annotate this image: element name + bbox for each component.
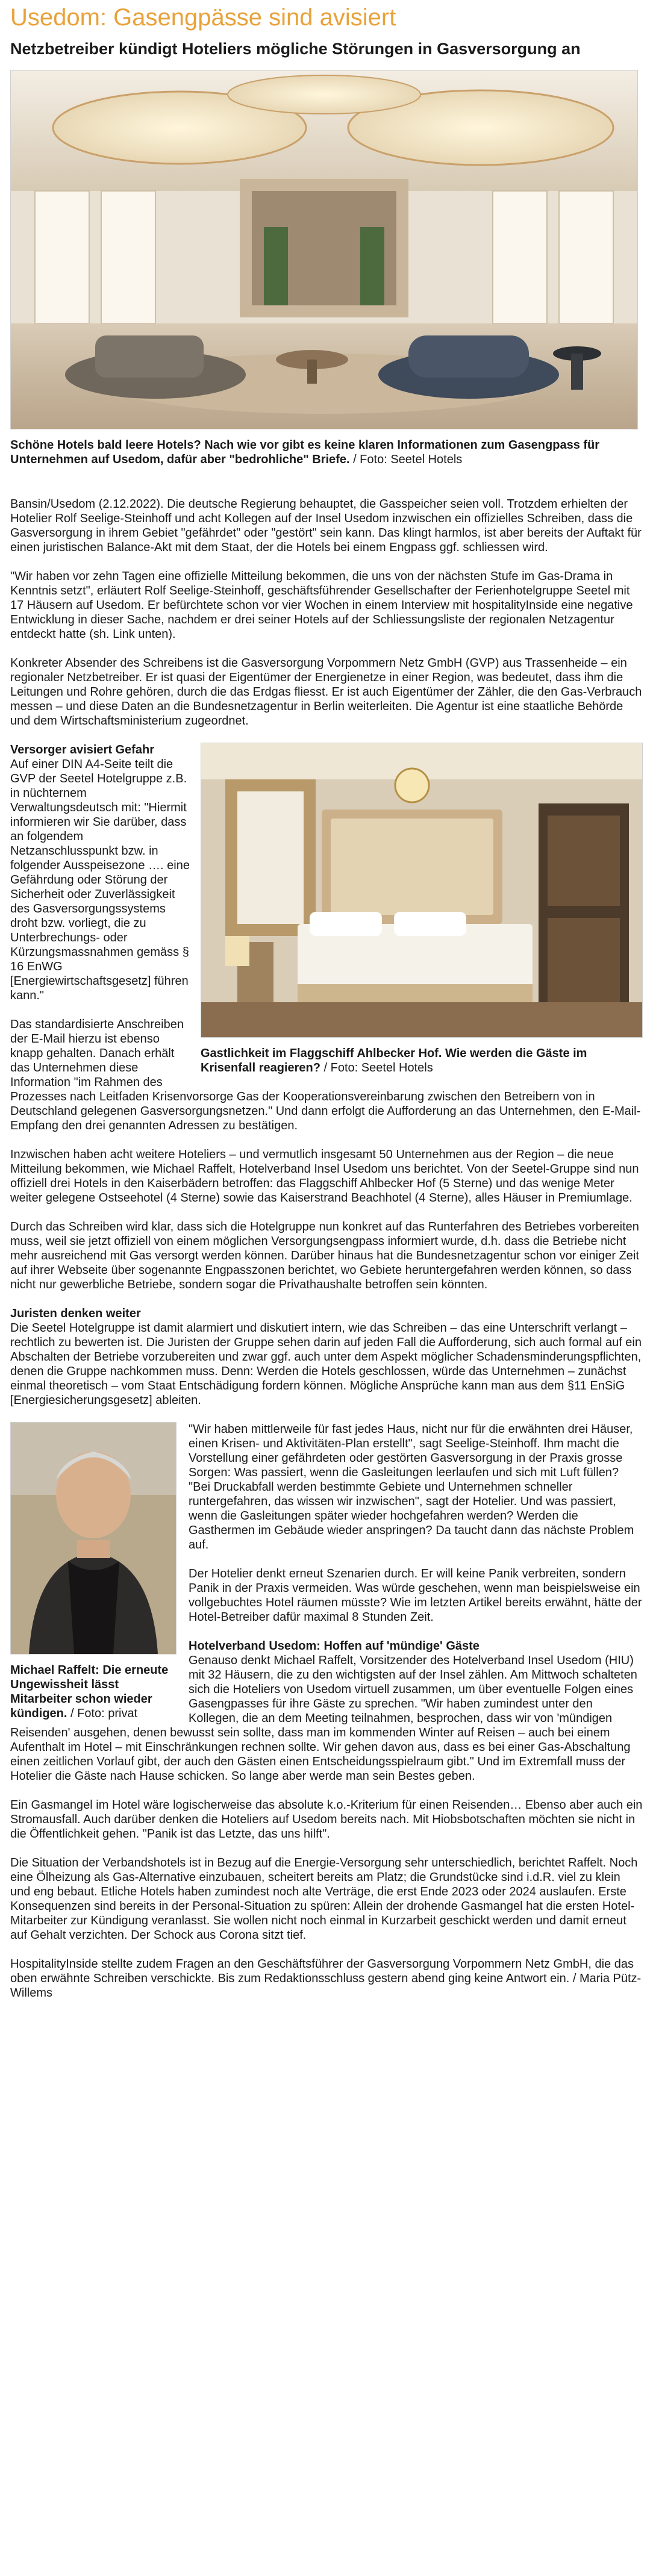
- paragraph-6: Durch das Schreiben wird klar, dass sich die Hotelgruppe nun konkret auf das Runterfahren des Betriebes vorbereiten muss, weil sie jetzt offiziell von einem möglichen Versorgungsengpass informiert wurde, d.h. dass die Betriebe nicht mehr ausreichend mit Gas versorgt werden können. Darüber hinaus hat die Bundesnetzagentur schon vor einiger Zeit auf ihrer Webseite über sogenannte Engpasszonen berichtet, wo Gebiete heruntergefahren werden können, so dass nicht nur gewerbliche Betriebe, sondern sogar die Privathaushalte betroffen sein könnten.: [10, 1220, 639, 1291]
- paragraph-5: Inzwischen haben acht weitere Hoteliers – und vermutlich insgesamt 50 Unternehmen aus der Region – die neue Mitteilung bekommen, wie Michael Raffelt, Hotelverband Insel Usedom uns berichtet. Von der Seetel-Gruppe sind nun offiziell drei Hotels in den Kaiserbädern betroffen: das Flaggschiff Ahlbecker Hof (5 Sterne) und das wenige Meter weiter gelegene Ostseehotel (4 Sterne) sowie das Kaiserstrand Beachhotel (4 Sterne), alles Häuser in Premiumlage.: [10, 1148, 639, 1205]
- image-portrait-raffelt: [10, 1422, 177, 1654]
- paragraph-situation: Die Situation der Verbandshotels ist in Bezug auf die Energie-Versorgung sehr unterschiedlich, berichtet Raffelt. Noch eine Ölheizung als Gas-Alternative einzubauen, scheitert bereits am Platz; die Grundstücke sind i.d.R. viel zu klein und eng bebaut. Etliche Hotels haben zumindest noch alte Verträge, die erst Ende 2023 oder 2024 auslaufen. Erste Konsequenzen sind bereits in der Personal-Situation zu spüren: Allein der drohende Gasmangel hat die ersten Hotel-Mitarbeiter zur Kündigung veranlasst. Sie wollen nicht noch einmal in Kurzarbeit geschickt werden und damit erneut auf Gehalt verzichten. Der Schock aus Corona sitzt tief.: [10, 1856, 638, 1942]
- paragraph-szenarien: Der Hotelier denkt erneut Szenarien durch. Er will keine Panik verbreiten, sondern Panik in der Praxis vermeiden. Was würde geschehen, wenn man beispielsweise ein vollgebuchtes Hotel räumen müsste? Wie im letzten Artikel bereits erwähnt, hätte der Hotel-Betreiber dafür maximal 8 Stunden Zeit.: [189, 1567, 642, 1624]
- paragraph-1: Bansin/Usedom (2.12.2022). Die deutsche Regierung behauptet, die Gasspeicher seien voll. Trotzdem erhielten der Hotelier Rolf Seelige-Steinhoff und acht Kollegen auf der Insel Usedom inzwischen ein offizielles Schreiben, dass die Gasversorgung in ihrem Gebiet "gefährdet" oder "gestört" sein kann. Das klingt harmlos, ist aber bereits der Auftakt für einen juristischen Balance-Akt mit dem Staat, der die Hotels bei einem Engpass ggf. schliessen wird.: [10, 497, 642, 554]
- section-heading-juristen: Juristen denken weiter: [10, 1307, 141, 1320]
- figure-ahlbecker-caption-credit: / Foto: Seetel Hotels: [320, 1061, 433, 1074]
- hotel-lobby-illustration: [11, 70, 637, 429]
- figure-ahlbecker-caption: [201, 1046, 643, 1075]
- hotel-room-illustration: [201, 743, 642, 1037]
- paragraph-gasmangel: Ein Gasmangel im Hotel wäre logischerweise das absolute k.o.-Kriterium für einen Reisenden… Ebenso aber auch ein Stromausfall. Auch darüber denken die Hoteliers auf Usedom bereits nach. Mit Hiobsbotschaften möchten sie nicht in die Öffentlichkeit gehen. "Panik ist das Letzte, das uns hilft".: [10, 1798, 643, 1841]
- image-hotel-room: [201, 743, 643, 1038]
- paragraph-krisenplan: "Wir haben mittlerweile für fast jedes Haus, nicht nur für die erwähnten drei Häuser, einen Krisen- und Aktivitäten-Plan erstellt", sagt Seelige-Steinhoff. Ihm macht die Vorstellung einer gefährdeten oder gestörten Gasversorgung in der Praxis grosse Sorgen: Was passiert, wenn die Gasleitungen leerlaufen und sich mit Luft füllen? "Bei Druckabfall werden bestimmte Gebiete und Unternehmen schneller runtergefahren, das wissen wir inzwischen", sagt der Hotelier. Und was passiert, wenn die Gasleitungen später wieder hochgefahren werden? Werden die Gasthermen im Gebäude wieder anspringen? Da taucht dann das nächste Problem auf.: [189, 1423, 634, 1552]
- figure-ahlbecker-caption-bold: Gastlichkeit im Flaggschiff Ahlbecker Hof. Wie werden die Gäste im Krisenfall reagieren?: [201, 1047, 587, 1074]
- hero-caption-credit: / Foto: Seetel Hotels: [349, 453, 463, 466]
- hero-image-hotel-lobby: [10, 70, 638, 429]
- paragraph-hotelverband: Genauso denkt Michael Raffelt, Vorsitzender des Hotelverband Insel Usedom (HIU) mit 32 Häusern, die zu den wichtigsten auf der Insel zählen. Am Mittwoch schalteten sich die Hoteliers von Usedom virtuell zusammen, um über eventuelle Folgen eines Gasengpasses für ihre Gäste zu sprechen. "Wir haben zumindest unter den Kollegen, die an dem Meeting teilnahmen, besprochen, dass wir von 'mündigen Reisenden' ausgehen, denen bewusst sein sollte, dass man im kommenden Winter auf Reisen – auch bei einem Aufenthalt im Hotel – mit Einschränkungen rechnen sollte. Wir gehen davon aus, dass es bei einer Gas-Abschaltung einen zeitlichen Vorlauf gibt, der auch den Gästen einen Entscheidungsspielraum gibt." Und im Extremfall muss der Hotelier die Gäste nach Hause schicken. So lange aber werde man sein Bestes geben.: [10, 1654, 637, 1783]
- figure-raffelt-caption-bold: Michael Raffelt: Die erneute Ungewissheit lässt Mitarbeiter schon wieder kündigen.: [10, 1664, 169, 1720]
- hero-caption: [10, 438, 643, 467]
- paragraph-2: "Wir haben vor zehn Tagen eine offizielle Mitteilung bekommen, die uns von der nächsten Stufe im Gas-Drama in Kenntnis setzt", erläutert Rolf Seelige-Steinhoff, geschäftsführender Gesellschafter der Ferienhotelgruppe Seetel mit 17 Häusern auf Usedom. Er befürchtete schon vor vier Wochen in einem Interview mit hospitalityInside eine negative Entwicklung in dieser Sache, nachdem er drei seiner Hotels auf der Schliessungsliste der regionalen Netzagentur entdeckt hatte (sh. Link unten).: [10, 570, 633, 641]
- article-subline: Netzbetreiber kündigt Hoteliers mögliche Störungen in Gasversorgung an: [10, 40, 581, 58]
- paragraph-juristen: Die Seetel Hotelgruppe ist damit alarmiert und diskutiert intern, wie das Schreiben – das eine Unterschrift verlangt – rechtlich zu bewerten ist. Die Juristen der Gruppe sehen darin auf jeden Fall die Aufforderung, sich auch formal auf ein Abschalten der Betriebe vorzubereiten und zwar ggf. auch unter dem Aspekt möglicher Schadensminderungspflichten, denen die Gruppe nachkommen muss. Denn: Werden die Hotels geschlossen, würde das Unternehmen – zunächst einmal theoretisch – vom Staat Entschädigung fordern können. Mögliche Ansprüche kann man aus dem §11 EnSiG [Energiesicherungsgesetz] ableiten.: [10, 1321, 642, 1407]
- hero-caption-bold: Schöne Hotels bald leere Hotels? Nach wie vor gibt es keine klaren Informationen zum Gasengpass für Unternehmen auf Usedom, dafür aber "bedrohliche" Briefe.: [10, 438, 600, 466]
- figure-raffelt-caption-credit: / Foto: privat: [67, 1707, 138, 1720]
- paragraph-3: Konkreter Absender des Schreibens ist die Gasversorgung Vorpommern Netz GmbH (GVP) aus Trassenheide – ein regionaler Netzbetreiber. Er ist quasi der Eigentümer der Energienetze in einer Region, was bedeutet, dass ihm die Leitungen und Rohre gehören, durch die das Erdgas fliesst. Er ist auch Eigentümer der Zähler, die den Gas-Verbrauch messen – und diese Daten an die Bundesnetzagentur in Berlin weiterleiten. Die Agentur ist eine staatliche Behörde und dem Wirtschaftsministerium zugeordnet.: [10, 656, 642, 728]
- paragraph-schluss: HospitalityInside stellte zudem Fragen an den Geschäftsführer der Gasversorgung Vorpommern Netz GmbH, die das oben erwähnte Schreiben verschickte. Bis zum Redaktionsschluss gestern abend ging keine Antwort ein. / Maria Pütz-Willems: [10, 1957, 642, 2000]
- paragraph-versorger-wrap: Auf einer DIN A4-Seite teilt die GVP der Seetel Hotelgruppe z.B. in nüchternem Verwaltungsdeutsch mit: "Hiermit informieren wir Sie darüber, dass an folgendem Netzanschlusspunkt bzw. in folgender Ausspeisezone …. eine Gefährdung oder Störung der Sicherheit oder Zuverlässigkeit des Gasversorgungssystems droht bzw. vorliegt, die zu Unterbrechungs- oder Kürzungsmassnahmen gemäss § 16 EnWG [Energiewirtschaftsgesetz] führen kann.": [10, 758, 190, 1002]
- paragraph-4: Das standardisierte Anschreiben der E-Mail hierzu ist ebenso knapp gehalten. Danach erhält das Unternehmen diese Information "im Rahmen des Prozesses nach Leitfaden Krisenvorsorge Gas der Kooperationsvereinbarung zwischen den Betreibern von in Deutschland gelegenen Gasversorgungsnetzen." Und dann erfolgt die Aufforderung an das Unternehmen, den E-Mail-Empfang den drei genannten Adressen zu bestätigen.: [10, 1018, 641, 1132]
- figure-ahlbecker-hof: [201, 743, 643, 1075]
- figure-raffelt: [10, 1422, 177, 1721]
- article-headline: Usedom: Gasengpässe sind avisiert: [10, 4, 396, 31]
- section-heading-versorger: Versorger avisiert Gefahr: [10, 743, 155, 756]
- section-heading-hotelverband: Hotelverband Usedom: Hoffen auf 'mündige' Gäste: [189, 1639, 480, 1653]
- figure-raffelt-caption: [10, 1663, 177, 1721]
- portrait-illustration: [11, 1423, 176, 1654]
